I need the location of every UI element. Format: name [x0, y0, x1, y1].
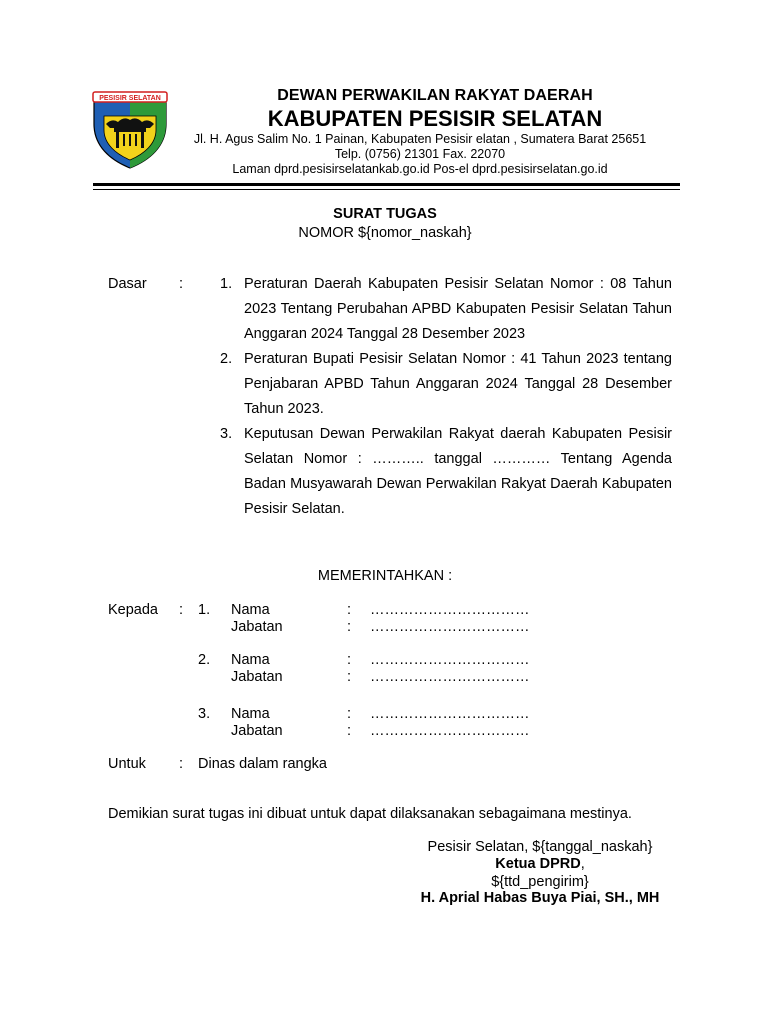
jabatan-label: Jabatan — [231, 723, 283, 739]
kepada-entry-number: 2. — [198, 652, 211, 668]
letterhead-address-block — [170, 132, 670, 177]
phone-line: Telp. (0756) 21301 Fax. 22070 — [334, 147, 506, 161]
letterhead-rule-thin — [93, 189, 680, 190]
dasar-item-text: Peraturan Daerah Kabupaten Pesisir Selatan Nomor : 08 Tahun 2023 Tentang Perubahan APBD Kabupaten Pesisir Selatan Tahun Anggaran 2024 Tanggal 28 Desember 2023 — [244, 276, 672, 342]
field-colon: : — [347, 619, 352, 635]
dasar-label: Dasar — [108, 276, 147, 292]
jabatan-placeholder: …………………………… — [370, 669, 530, 685]
dasar-colon: : — [179, 276, 184, 292]
jabatan-label: Jabatan — [231, 669, 283, 685]
kepada-entry-number: 1. — [198, 602, 211, 618]
closing-statement: Demikian surat tugas ini dibuat untuk dapat dilaksanakan sebagaimana mestinya. — [108, 806, 632, 822]
dasar-list — [220, 272, 672, 522]
regency-name: KABUPATEN PESISIR SELATAN — [267, 106, 603, 131]
nama-label: Nama — [231, 602, 270, 618]
dasar-item — [220, 347, 672, 422]
field-colon: : — [347, 723, 352, 739]
field-colon: : — [347, 706, 352, 722]
crest-banner-text: PESISIR SELATAN — [99, 95, 161, 102]
dasar-item — [220, 422, 672, 522]
untuk-label: Untuk — [108, 756, 146, 772]
kepada-label: Kepada — [108, 602, 158, 618]
field-colon: : — [347, 652, 352, 668]
dasar-item-number: 1. — [220, 276, 233, 292]
untuk-value: Dinas dalam rangka — [198, 756, 327, 772]
dasar-item-text: Peraturan Bupati Pesisir Selatan Nomor : 41 Tahun 2023 tentang Penjabaran APBD Tahun Anggaran 2024 Tanggal 28 Desember Tahun 2023. — [244, 351, 672, 417]
signatory-name: H. Aprial Habas Buya Piai, SH., MH — [420, 890, 660, 906]
dasar-item — [220, 272, 672, 347]
signature-position-comma: , — [580, 856, 585, 872]
jabatan-label: Jabatan — [231, 619, 283, 635]
nama-placeholder: …………………………… — [370, 602, 530, 618]
kepada-entry-number: 3. — [198, 706, 211, 722]
jabatan-placeholder: …………………………… — [370, 619, 530, 635]
nama-placeholder: …………………………… — [370, 652, 530, 668]
crest-icon — [90, 90, 170, 170]
untuk-colon: : — [179, 756, 184, 772]
signature-position — [395, 856, 685, 872]
signature-position-title: Ketua DPRD — [495, 856, 581, 872]
document-title: SURAT TUGAS — [333, 206, 437, 222]
dasar-item-number: 3. — [220, 426, 233, 442]
kepada-colon: : — [179, 602, 184, 618]
nama-placeholder: …………………………… — [370, 706, 530, 722]
council-name: DEWAN PERWAKILAN RAKYAT DAERAH — [277, 87, 593, 104]
address-line: Jl. H. Agus Salim No. 1 Painan, Kabupaten Pesisir elatan , Sumatera Barat 25651 — [193, 132, 647, 146]
signature-place-date: Pesisir Selatan, ${tanggal_naskah} — [427, 839, 653, 855]
web-line: Laman dprd.pesisirselatankab.go.id Pos-el dprd.pesisirselatan.go.id — [232, 162, 608, 176]
letterhead-rule-thick — [93, 183, 680, 186]
field-colon: : — [347, 602, 352, 618]
nama-label: Nama — [231, 652, 270, 668]
document-number: NOMOR ${nomor_naskah} — [298, 225, 472, 241]
field-colon: : — [347, 669, 352, 685]
jabatan-placeholder: …………………………… — [370, 723, 530, 739]
regency-crest-logo — [90, 90, 170, 170]
dasar-item-number: 2. — [220, 351, 233, 367]
memerintahkan-heading: MEMERINTAHKAN : — [317, 568, 453, 584]
nama-label: Nama — [231, 706, 270, 722]
signature-placeholder: ${ttd_pengirim} — [491, 874, 589, 890]
dasar-item-text: Keputusan Dewan Perwakilan Rakyat daerah Kabupaten Pesisir Selatan Nomor : ……….. tanggal ………… Tentang Agenda Badan Musyawarah Dewan Perwakilan Rakyat Daerah Kabupaten Pesisir Selatan. — [244, 426, 672, 517]
